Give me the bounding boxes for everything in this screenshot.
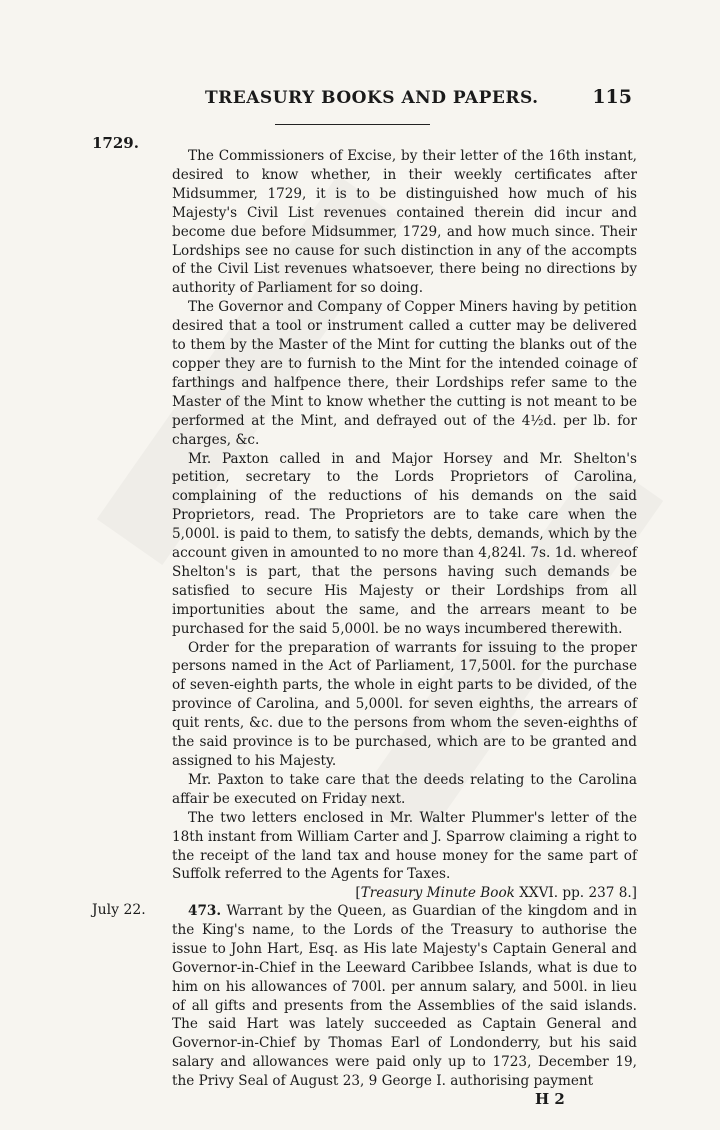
page-number: 115 (592, 86, 632, 108)
signature-mark: H 2 (535, 1090, 565, 1108)
paragraph: The Governor and Company of Copper Miners having by petition desired that a tool or instrument called a cutter may be delivered to them by the Master of the Mint for cutting the blanks out of the copper they are to furnish to the Mint for the intended coinage of farthings and halfpence there, their Lordships refer same to the Master of the Mint to know whether the cutting is not meant to be performed at the Mint, and defrayed out of the 4½d. per lb. for charges, &c. (172, 299, 637, 448)
margin-year: 1729. (92, 134, 139, 152)
header-rule (275, 124, 430, 125)
paragraph: Mr. Paxton to take care that the deeds relating to the Carolina affair be executed on Friday next. (172, 771, 637, 807)
paragraph: The Commissioners of Excise, by their letter of the 16th instant, desired to know whether, in their weekly certificates after Midsummer, 1729, it is to be distinguished how much of his Majesty's Civil List revenues contained therein did incur and become due before Midsummer, 1729, and how much since. Their Lordships see no cause for such distinction in any of the accompts of the Civil List revenues whatsoever, there being no directions by authority of Parliament for so doing. (172, 148, 637, 297)
citation-open: [ (355, 885, 361, 902)
page-header (0, 86, 720, 116)
paragraph: The two letters enclosed in Mr. Walter Plummer's letter of the 18th instant from William Carter and J. Sparrow claiming a right to the receipt of the land tax and house money for the same part of Suffolk referred to the Agents for Taxes. (172, 809, 637, 883)
entry-text: Warrant by the Queen, as Guardian of the kingdom and in the King's name, to the Lords of the Treasury to authorise the issue to John Hart, Esq. as His late Majesty's Captain General and Governor-in-Chief in the Leeward Caribbee Islands, what is due to him on his allowances of 700l. per annum salary, and 500l. in lieu of all gifts and presents from the Assemblies of the said islands. The said Hart was lately succeeded as Captain General and Governor-in-Chief by Thomas Earl of Londonderry, but his said salary and allowances were paid only up to 1723, December 19, the Privy Seal of August 23, 9 George I. authorising payment (172, 903, 637, 1090)
minute-body (172, 147, 637, 903)
citation-ref: XXVI. pp. 237 8.] (519, 885, 637, 902)
paragraph: Order for the preparation of warrants for issuing to the proper persons named in the Act of Parliament, 17,500l. for the purchase of seven-eighth parts, the whole in eight parts to be divided, of the province of Carolina, and 5,000l. for seven eighths, the arrears of quit rents, &c. due to the persons from whom the seven-eighths of the said province is to be purchased, which are to be granted and assigned to his Majesty. (172, 639, 637, 769)
paragraph: Mr. Paxton called in and Major Horsey and Mr. Shelton's petition, secretary to the Lords Proprietors of Carolina, complaining of the reductions of his demands on the said Proprietors, read. The Proprietors are to take care when the 5,000l. is paid to them, to satisfy the debts, demands, which by the account given in amounted to no more than 4,824l. 7s. 1d. whereof Shelton's is part, that the persons having such demands be satisfied to secure His Majesty or their Lordships from all importunities about the same, and the arrears meant to be purchased for the said 5,000l. be no ways incumbered therewith. (172, 450, 637, 637)
margin-date: July 22. (92, 902, 146, 918)
entry-473 (172, 902, 637, 1091)
entry-number: 473. (188, 903, 222, 919)
running-title: TREASURY BOOKS AND PAPERS. (205, 88, 539, 108)
citation (172, 884, 637, 903)
citation-source: Treasury Minute Book (360, 885, 515, 902)
